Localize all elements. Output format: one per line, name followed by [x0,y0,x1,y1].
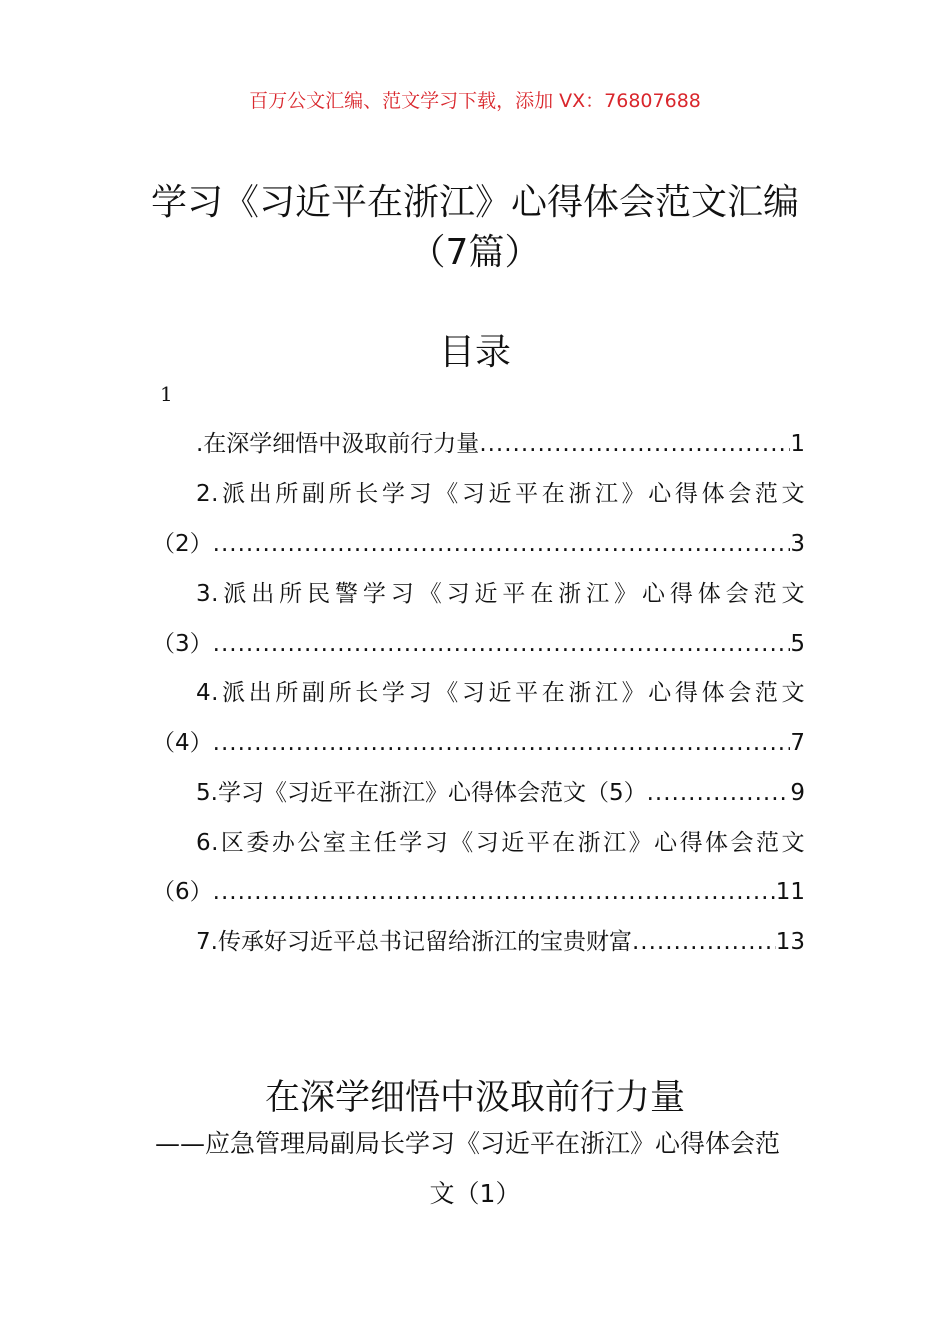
toc-page: 5 [790,631,805,657]
toc-entry-3[interactable] [196,577,805,611]
toc-entry-1[interactable] [196,427,805,461]
toc-entry-text: 3.派出所民警学习《习近平在浙江》心得体会范文 [196,581,805,607]
toc-heading: 目录 [438,332,511,373]
toc-page: 11 [775,879,805,905]
toc-entry-text: 6.区委办公室主任学习《习近平在浙江》心得体会范文 [196,830,805,856]
article-subtitle: ——应急管理局副局长学习《习近平在浙江》心得体会范 [155,1129,781,1158]
toc-entry-text: .在深学细悟中汲取前行力量 [196,431,480,457]
toc-entry-text: （6） [152,879,213,905]
toc-entry-5[interactable] [196,776,805,810]
toc-page: 9 [790,780,805,806]
toc-leader [647,776,791,810]
toc-leader [479,427,790,461]
toc-entry-text: （4） [152,730,213,756]
toc-leader [213,527,791,561]
article-title: 在深学细悟中汲取前行力量 [264,1078,685,1118]
document-title-count: （7篇） [409,232,541,273]
toc-entry-text: 2.派出所副所长学习《习近平在浙江》心得体会范文 [196,481,805,507]
toc-page: 1 [790,431,805,457]
toc-entry-6[interactable] [196,826,805,860]
toc-leader [213,627,791,661]
toc-entry-text: （3） [152,631,213,657]
toc-leader [213,726,791,760]
toc-leader [213,875,776,909]
toc-page: 7 [790,730,805,756]
toc-entry-4-cont[interactable] [152,726,805,760]
header-banner: 百万公文汇编、范文学习下载，添加 VX：76807688 [249,90,701,112]
toc-entry-text: 5.学习《习近平在浙江》心得体会范文（5） [196,780,647,806]
toc-entry-4[interactable] [196,676,805,710]
toc-page: 3 [790,531,805,557]
toc-entry-2[interactable] [196,477,805,511]
toc-entry-3-cont[interactable] [152,627,805,661]
toc-marker: 1 [160,382,173,406]
toc-page: 13 [775,929,805,955]
toc-entry-text: 4.派出所副所长学习《习近平在浙江》心得体会范文 [196,680,805,706]
toc-entry-7[interactable] [196,925,805,959]
toc-entry-2-cont[interactable] [152,527,805,561]
toc-entry-text: （2） [152,531,213,557]
document-title: 学习《习近平在浙江》心得体会范文汇编 [150,182,799,223]
article-subtitle-cont: 文（1） [429,1179,521,1208]
toc-entry-text: 7.传承好习近平总书记留给浙江的宝贵财富 [196,929,632,955]
toc-leader [632,925,776,959]
toc-entry-6-cont[interactable] [152,875,805,909]
